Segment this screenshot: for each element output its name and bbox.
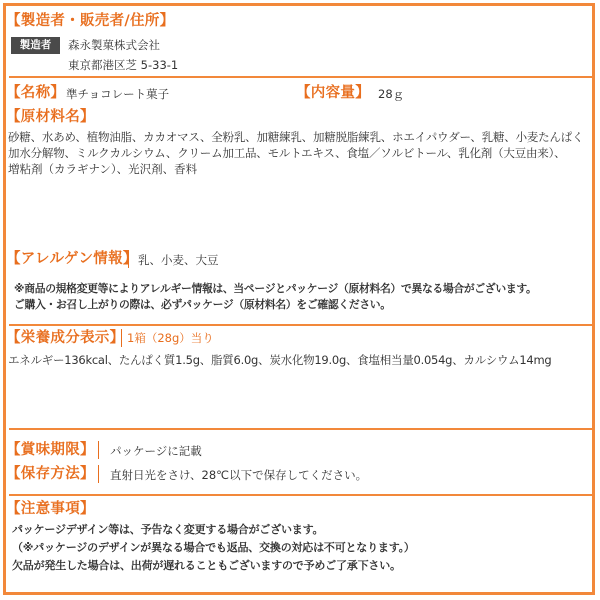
divider-allergy-note: [9, 324, 595, 326]
storage-value: 直射日光をさけ、28℃以下で保存してください。: [110, 468, 368, 482]
maker-company: 森永製菓株式会社: [68, 38, 160, 52]
allergy-value: 乳、小麦、大豆: [138, 253, 219, 267]
divider-storage: [9, 494, 595, 496]
nutrition-per: 1箱（28g）当り: [127, 331, 214, 345]
divider-maker: [9, 76, 595, 78]
expiry-heading: 【賞味期限】: [6, 442, 95, 458]
ingredients-line-2: 加水分解物、ミルクカルシウム、クリーム加工品、モルトエキス、食塩／ソルビトール、乳化剤（大豆由来）、: [8, 146, 566, 160]
maker-address: 東京都港区芝 5-33-1: [68, 58, 179, 72]
allergy-note-1: ※商品の規格変更等によりアレルギー情報は、当ページとパッケージ（原材料名）で異なる場合がございます。: [14, 282, 537, 295]
expiry-heading-bar: [98, 441, 99, 459]
notice-line-3: 欠品が発生した場合は、出荷が遅れることもございますので予めご了承下さい。: [12, 559, 401, 572]
volume-value: 28ｇ: [378, 87, 405, 101]
allergy-note-2: ご購入・お召し上がりの際は、必ずパッケージ（原材料名）をご確認ください。: [14, 298, 391, 311]
name-heading: 【名称】: [6, 85, 66, 101]
storage-heading: 【保存方法】: [6, 466, 95, 482]
ingredients-heading: 【原材料名】: [6, 109, 95, 125]
maker-label-badge: 製造者: [11, 37, 60, 54]
storage-heading-bar: [98, 465, 99, 483]
notice-line-2: （※パッケージのデザインが異なる場合でも返品、交換の対応は不可となります。）: [12, 541, 415, 554]
ingredients-line-1: 砂糖、水あめ、植物油脂、カカオマス、全粉乳、加糖練乳、加糖脱脂練乳、ホエイパウダー、乳糖、小麦たんぱく: [8, 130, 584, 144]
maker-heading: 【製造者・販売者/住所】: [6, 13, 175, 29]
divider-nutrition: [9, 428, 595, 430]
ingredients-line-3: 増粘剤（カラギナン）、光沢剤、香料: [8, 162, 198, 176]
nutrition-heading-bar: [121, 329, 122, 347]
notice-heading: 【注意事項】: [6, 501, 95, 517]
volume-heading: 【内容量】: [296, 85, 370, 101]
allergy-heading: 【アレルゲン情報】: [6, 251, 138, 267]
allergy-heading-bar: [128, 250, 129, 268]
notice-line-1: パッケージデザイン等は、予告なく変更する場合がございます。: [12, 523, 324, 536]
name-value: 準チョコレート菓子: [66, 87, 170, 101]
nutrition-heading: 【栄養成分表示】: [6, 330, 125, 346]
expiry-value: パッケージに記載: [110, 444, 202, 458]
nutrition-value: エネルギー136kcal、たんぱく質1.5g、脂質6.0g、炭水化物19.0g、食塩相当量0.054g、カルシウム14mg: [8, 353, 552, 367]
